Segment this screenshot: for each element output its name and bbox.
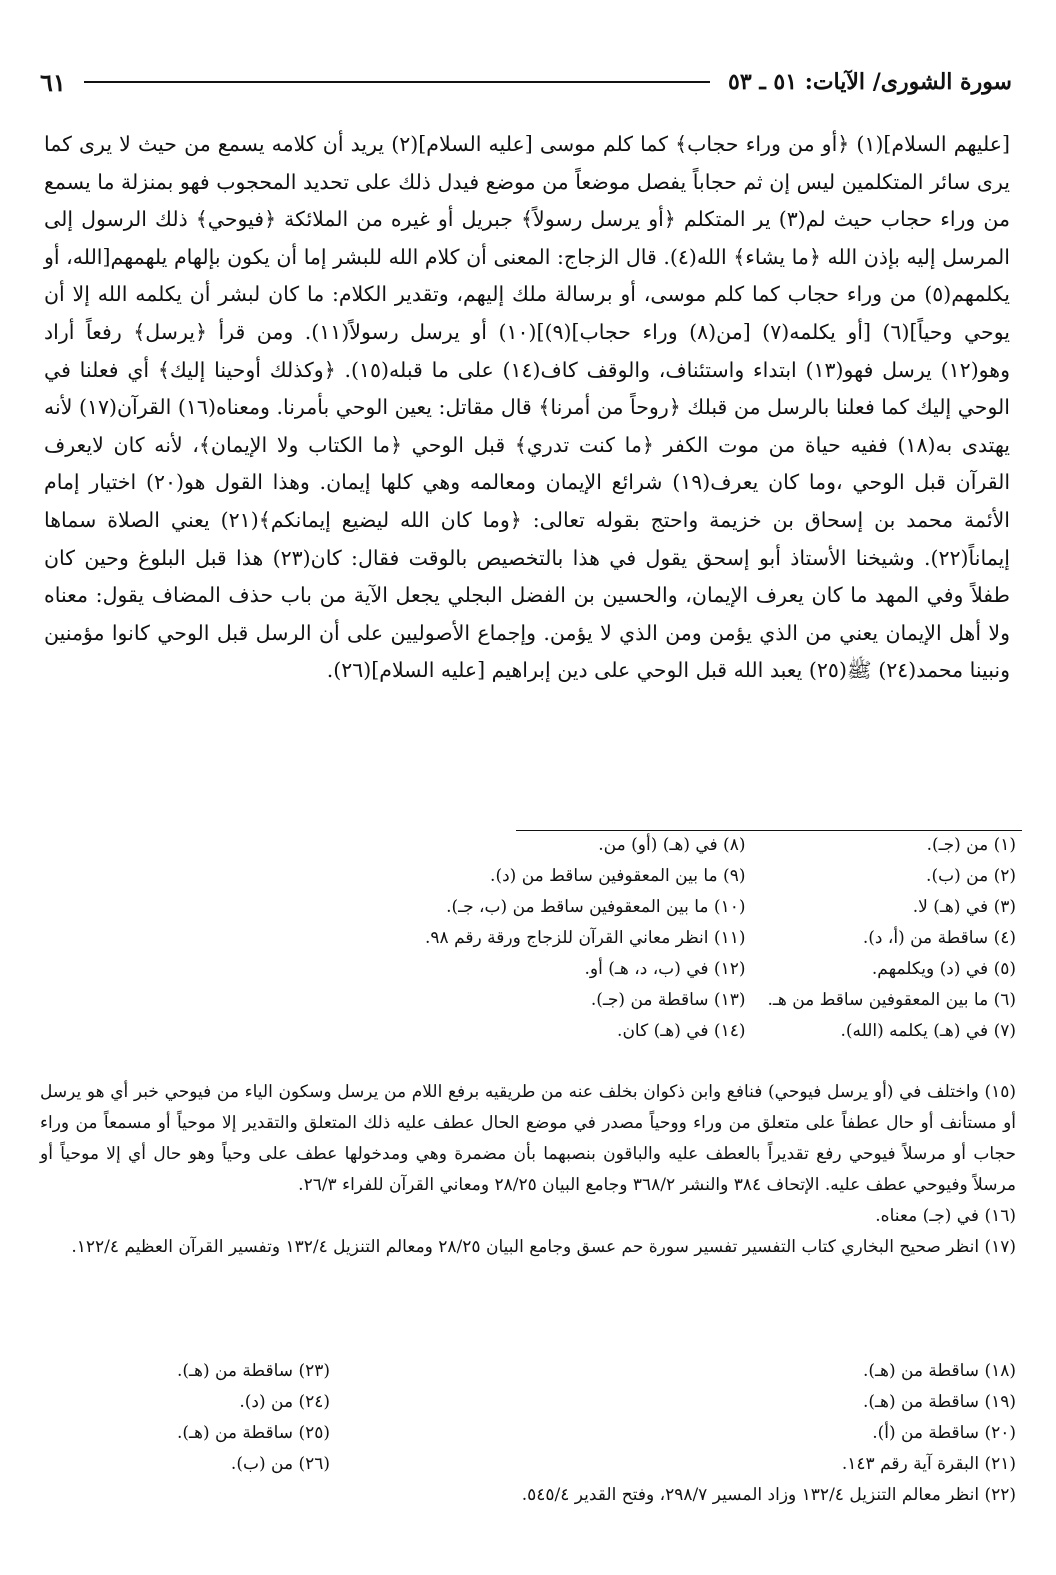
footnote: (١٣) ساقطة من (جـ). (590, 990, 746, 1010)
footnote: (١١) انظر معاني القرآن للزجاج ورقة رقم ٩٨. (425, 928, 746, 948)
header-rule (84, 81, 710, 83)
footnote-17: (١٧) انظر صحيح البخاري كتاب التفسير تفسير سورة حم عسق وجامع البيان ٢٨/٢٥ ومعالم التنزيل ١٣٢/٤ وتفسير القرآن العظيم ١٢٢/٤. (71, 1237, 1016, 1257)
footnotes-bottom-right (370, 1356, 1016, 1511)
footnote: (١٨) ساقطة من (هـ). (862, 1361, 1016, 1381)
surah-title: سورة الشورى/ الآيات: ٥١ ـ ٥٣ (728, 69, 1012, 95)
footnote: (١٠) ما بين المعقوفين ساقط من (ب، جـ). (446, 897, 746, 917)
footnote: (٢٥) ساقطة من (هـ). (176, 1423, 330, 1443)
footnotes-bottom-left (100, 1356, 330, 1511)
footnote: (١٩) ساقطة من (هـ). (862, 1392, 1016, 1412)
footnotes-bottom (100, 1356, 1016, 1511)
footnote: (٧) في (هـ) يكلمه (الله). (840, 1021, 1016, 1041)
footnote: (٢٤) من (د). (239, 1392, 330, 1412)
body-paragraph: [عليهم السلام](١) ﴿أو من وراء حجاب﴾ كما كلم موسى [عليه السلام](٢) يريد أن كلامه يسمع من حيث لا يرى كما يرى سائر المتكلمين ليس إن ثم حجاباً يفصل موضعاً من موضع فيدل ذلك على تحديد المحجوب فهو بمنزلة ما يسمع من وراء حجاب حيث لم(٣) ير المتكلم ﴿أو يرسل رسولاً﴾ جبريل أو غيره من الملائكة ﴿فيوحي﴾ ذلك الرسول إلى المرسل إليه بإذن الله ﴿ما يشاء﴾ الله(٤). قال الزجاج: المعنى أن كلام الله للبشر إما أن يكون بإلهام يلهمهم[الله، أو يكلمهم(٥) من وراء حجاب كما كلم موسى، أو برسالة ملك إليهم، وتقدير الكلام: ما كان لبشر أن يكلمه الله إلا أن يوحي وحياً](٦) [أو يكلمه(٧) [من(٨) وراء حجاب](٩)](١٠) أو يرسل رسولاً(١١). ومن قرأ ﴿يرسل﴾ رفعاً أراد وهو(١٢) يرسل فهو(١٣) ابتداء واستئناف، والوقف كاف(١٤) على ما قبله(١٥). ﴿وكذلك أوحينا إليك﴾ أي فعلنا في الوحي إليك كما فعلنا بالرسل من قبلك ﴿روحاً من أمرنا﴾ قال مقاتل: يعين الوحي بأمرنا. ومعناه(١٦) القرآن(١٧) لأنه يهتدى به(١٨) ففيه حياة من موت الكفر ﴿ما كنت تدري﴾ قبل الوحي ﴿ما الكتاب ولا الإيمان﴾، لأنه كان لايعرف القرآن قبل الوحي ،وما كان يعرف(١٩) شرائع الإيمان ومعالمه وهي كلها إيمان. وهذا القول هو(٢٠) اختيار إمام الأئمة محمد بن إسحاق بن خزيمة واحتج بقوله تعالى: ﴿وما كان الله ليضيع إيمانكم﴾(٢١) يعني الصلاة سماها إيماناً(٢٢). وشيخنا الأستاذ أبو إسحق يقول في هذا بالتخصيص بالوقت فقال: كان(٢٣) هذا قبل البلوغ وحين كان طفلاً وفي المهد ما كان يعرف الإيمان، والحسين بن الفضل البجلي يجعل الآية من باب حذف المضاف يقول: معناه ولا أهل الإيمان يعني من الذي يؤمن ومن الذي لا يؤمن. وإجماع الأصوليين على أن الرسل قبل الوحي كانوا مؤمنين ونبينا محمد(٢٤) ﷺ(٢٥) يعبد الله قبل الوحي على دين إبراهيم [عليه السلام](٢٦). (44, 132, 1011, 683)
footnote: (٣) في (هـ) لا. (912, 897, 1016, 917)
footnote: (٢) من (ب). (926, 866, 1016, 886)
footnote: (١) من (جـ). (926, 835, 1016, 855)
footnotes-full-width (40, 1077, 1016, 1263)
page-header (40, 62, 1012, 102)
footnote: (١٤) في (هـ) كان. (617, 1021, 746, 1041)
footnote: (٢٠) ساقطة من (أ). (872, 1423, 1016, 1443)
footnote: (١٢) في (ب، د، هـ) أو. (584, 959, 746, 979)
footnote: (٦) ما بين المعقوفين ساقط من هـ. (767, 990, 1016, 1010)
footnote: (٨) في (هـ) (أو) من. (598, 835, 746, 855)
footnote-16: (١٦) في (جـ) معناه. (875, 1206, 1016, 1226)
footnotes-column-right (767, 830, 1016, 1047)
footnote: (٢٣) ساقطة من (هـ). (176, 1361, 330, 1381)
footnote-15: (١٥) واختلف في (أو يرسل فيوحي) فنافع وابن ذكوان بخلف عنه من طريقيه برفع اللام من يرسل وسكون الياء من فيوحي خبر أي هو يرسل أو مستأنف أو حال عطفاً على متعلق من وراء ووحياً مصدر في موضع الحال عطف عليه ذلك المتعلق والتقدير إلا موحياً أو مسمعاً من وراء حجاب أو مرسلاً فيوحي رفع تقديراً بالعطف عليه والباقون بنصبهما بأن مضمرة وهي ومدخولها عطف على وحياً وهو حال أي إلا موحياً أو مرسلاً وفيوحي عطف عليه. الإتحاف ٣٨٤ والنشر ٣٦٨/٢ وجامع البيان ٢٨/٢٥ ومعاني القرآن للفراء ٢٦/٣. (40, 1082, 1016, 1195)
footnotes-column-left (425, 830, 745, 1047)
footnote: (٢٢) انظر معالم التنزيل ١٣٢/٤ وزاد المسير ٢٩٨/٧، وفتح القدير ٥٤٥/٤. (521, 1485, 1016, 1505)
main-text (44, 126, 1010, 690)
footnotes-top (425, 830, 1016, 1047)
page-number: ٦١ (40, 67, 66, 97)
footnote: (٤) ساقطة من (أ، د). (862, 928, 1016, 948)
footnote: (٢٦) من (ب). (230, 1454, 330, 1474)
footnote: (٥) في (د) ويكلمهم. (871, 959, 1016, 979)
footnote: (٩) ما بين المعقوفين ساقط من (د). (490, 866, 746, 886)
footnote: (٢١) البقرة آية رقم ١٤٣. (841, 1454, 1016, 1474)
